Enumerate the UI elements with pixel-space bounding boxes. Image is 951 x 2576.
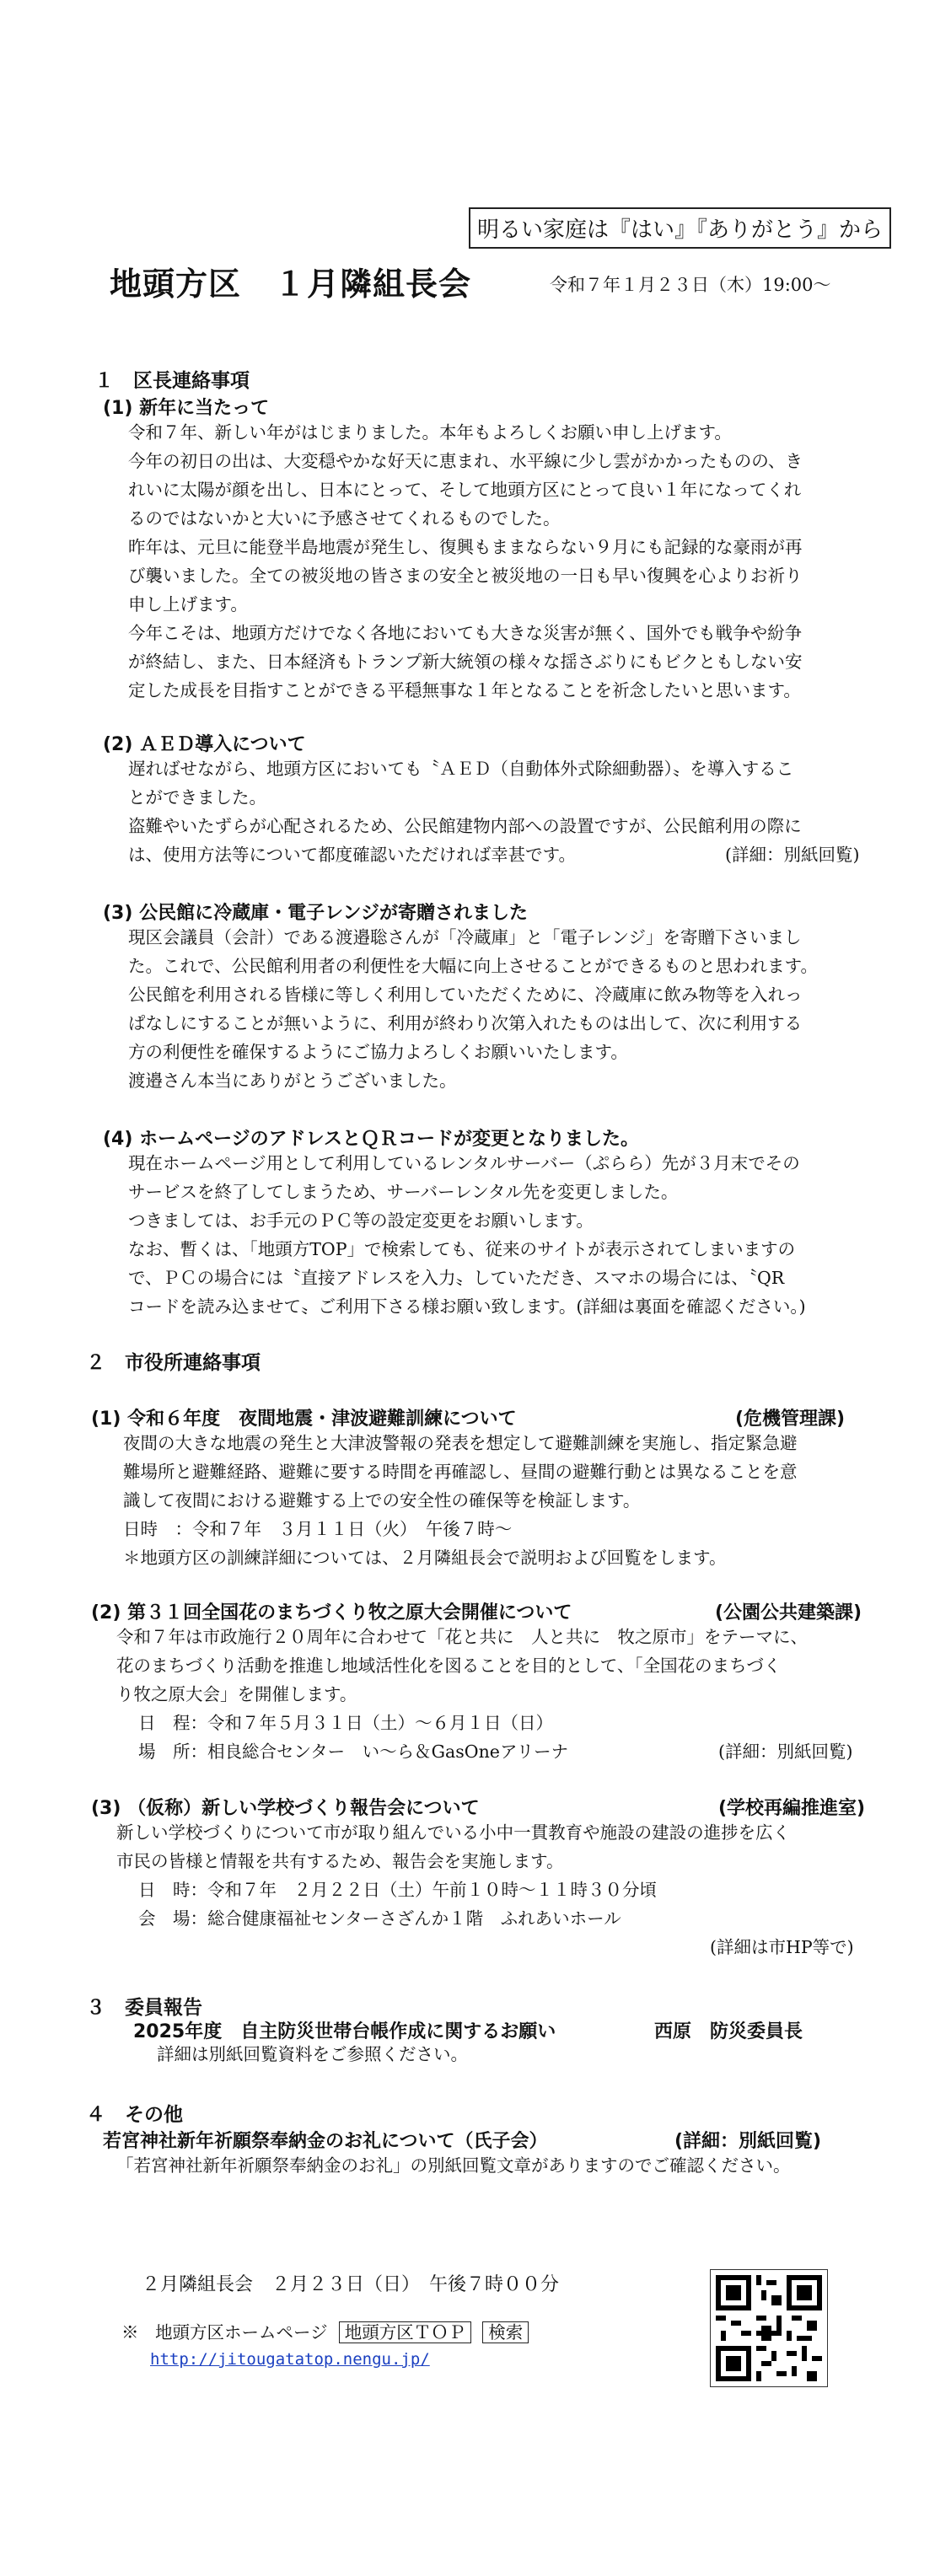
item-2-3-title: (3) （仮称）新しい学校づくり報告会について — [91, 1798, 480, 1819]
item-2-1-dept: (危機管理課) — [735, 1409, 846, 1430]
item-2-2-title: (2) 第３１回全国花のまちづくり牧之原大会開催について — [91, 1602, 572, 1623]
item-2-3-dept: (学校再編推進室) — [718, 1798, 866, 1819]
reference-mark: ※ — [121, 2322, 139, 2343]
qr-code-icon — [716, 2275, 822, 2381]
homepage-url-link[interactable]: http://jitougatatop.nengu.jp/ — [150, 2350, 430, 2369]
item-2-2-dept: (公園公共建築課) — [715, 1602, 862, 1623]
item-1-3-title: (3) 公民館に冷蔵庫・電子レンジが寄贈されました — [103, 903, 528, 924]
item-1-3-body: 現区会議員（会計）である渡邉聡さんが「冷蔵庫」と「電子レンジ」を寄贈下さいまし た。これで、公民館利用者の利便性を大幅に向上させることができるものと思われます。 公民館を利用される皆様に等しく利用していただくために、冷蔵庫に飲み物等を入れっ ぱなしにすることが無いように、利用が終わり次第入れたものは出して、次に利用する 方の利便性を確保するようにご協力よろしくお願いいたします。 渡邉さん本当にありがとうございました。 — [128, 927, 818, 1091]
item-1-2-note: (詳細：別紙回覧) — [725, 845, 860, 865]
motto-box: 明るい家庭は『はい』『ありがとう』から — [469, 207, 891, 249]
item-1-4-title: (4) ホームページのアドレスとＱＲコードが変更となりました。 — [103, 1129, 639, 1150]
item-2-2-note: (詳細：別紙回覧) — [718, 1741, 853, 1762]
item-1-4-body: 現在ホームページ用として利用しているレンタルサーバー（ぷらら）先が３月末でその サービスを終了してしまうため、サーバーレンタル先を変更しました。 つきましては、お手元のＰＣ等の設定変更をお願いします。 なお、暫くは、「地頭方TOP」で検索しても、従来のサイトが表示されてしまいますの で、ＰＣの場合には〝直接アドレスを入力〟していただき、スマホの場合には、〝QR コードを読み込ませて〟ご利用下さる様お願い致します。(詳細は裏面を確認ください。) — [128, 1153, 806, 1317]
next-meeting: ２月隣組長会 ２月２３日（日） 午後７時００分 — [142, 2274, 560, 2295]
item-2-2-body: 令和７年は市政施行２０周年に合わせて「花と共に 人と共に 牧之原市」をテーマに、 花のまちづくり活動を推進し地域活性化を図ることを目的として、「全国花のまちづく り牧之原大会」を開催します。 日 程：令和７年５月３１日（土）～６月１日（日） 場 所：相良総合センター い～ら＆GasOneアリーナ — [116, 1627, 808, 1762]
other-item-title: 若宮神社新年祈願祭奉納金のお礼について（氏子会） — [103, 2131, 548, 2152]
item-2-1-title: (1) 令和６年度 夜間地震・津波避難訓練について — [91, 1409, 517, 1430]
item-1-1-title: (1) 新年に当たって — [103, 398, 270, 419]
section-1-heading: １ 区長連絡事項 — [94, 370, 250, 392]
committee-reporter: 西原 防災委員長 — [654, 2021, 803, 2042]
search-term-box: 地頭方区ＴＯＰ — [339, 2321, 472, 2343]
item-2-3-body: 新しい学校づくりについて市が取り組んでいる小中一貫教育や施設の建設の進捗を広く 市民の皆様と情報を共有するため、報告会を実施します。 日 時：令和７年 ２月２２日（土）午前１０時～１１時３０分頃 会 場：総合健康福祉センターさざんか１階 ふれあいホール — [116, 1822, 791, 1929]
qr-code — [710, 2269, 828, 2387]
section-2-heading: ２ 市役所連絡事項 — [86, 1352, 261, 1374]
page-title: 地頭方区 １月隣組長会 — [110, 266, 472, 303]
section-3-heading: ３ 委員報告 — [86, 1997, 202, 2019]
homepage-label: 地頭方区ホームページ — [155, 2322, 328, 2343]
homepage-search-line — [121, 2318, 529, 2347]
section-4-heading: ４ その他 — [86, 2104, 183, 2126]
item-2-1-body: 夜間の大きな地震の発生と大津波警報の発表を想定して避難訓練を実施し、指定緊急避 難場所と避難経路、避難に要する時間を再確認し、昼間の避難行動とは異なることを意 識して夜間における避難する上での安全性の確保等を検証します。 日時 ：令和７年 ３月１１日（火） 午後７時～ ＊地頭方区の訓練詳細については、２月隣組長会で説明および回覧をします。 — [123, 1433, 798, 1568]
committee-report-title: 2025年度 自主防災世帯台帳作成に関するお願い — [133, 2021, 556, 2042]
item-2-3-note: (詳細は市HP等で) — [710, 1937, 854, 1957]
meeting-datetime: 令和７年１月２３日（木）19:00～ — [550, 275, 831, 295]
committee-report-body: 詳細は別紙回覧資料をご参照ください。 — [157, 2044, 468, 2064]
item-1-1-body: 令和７年、新しい年がはじまりました。本年もよろしくお願い申し上げます。 今年の初日の出は、大変穏やかな好天に恵まれ、水平線に少し雲がかかったものの、き れいに太陽が顔を出し、日本にとって、そして地頭方区にとって良い１年になってくれ るのではないかと大いに予感させてくれるものでした。 昨年は、元旦に能登半島地震が発生し、復興もままならない９月にも記録的な豪雨が再 び襲いました。全ての被災地の皆さまの安全と被災地の一日も早い復興を心よりお祈り 申し上げます。 今年こそは、地頭方だけでなく各地においても大きな災害が無く、国外でも戦争や紛争 が終結し、また、日本経済もトランプ新大統領の様々な揺さぶりにもビクともしない安 定した成長を目指すことができる平穏無事な１年となることを祈念したいと思います。 — [128, 422, 803, 700]
search-button[interactable]: 検索 — [482, 2321, 529, 2343]
other-item-note: (詳細：別紙回覧) — [674, 2131, 822, 2152]
item-1-2-body: 遅ればせながら、地頭方区においても〝ＡＥＤ（自動体外式除細動器）〟を導入するこ とができました。 盗難やいたずらが心配されるため、公民館建物内部への設置ですが、公民館利用の際に は、使用方法等について都度確認いただければ幸甚です。 — [128, 759, 802, 865]
item-1-2-title: (2) ＡＥＤ導入について — [103, 734, 306, 755]
other-item-body: 「若宮神社新年祈願祭奉納金のお礼」の別紙回覧文章がありますのでご確認ください。 — [116, 2155, 791, 2176]
